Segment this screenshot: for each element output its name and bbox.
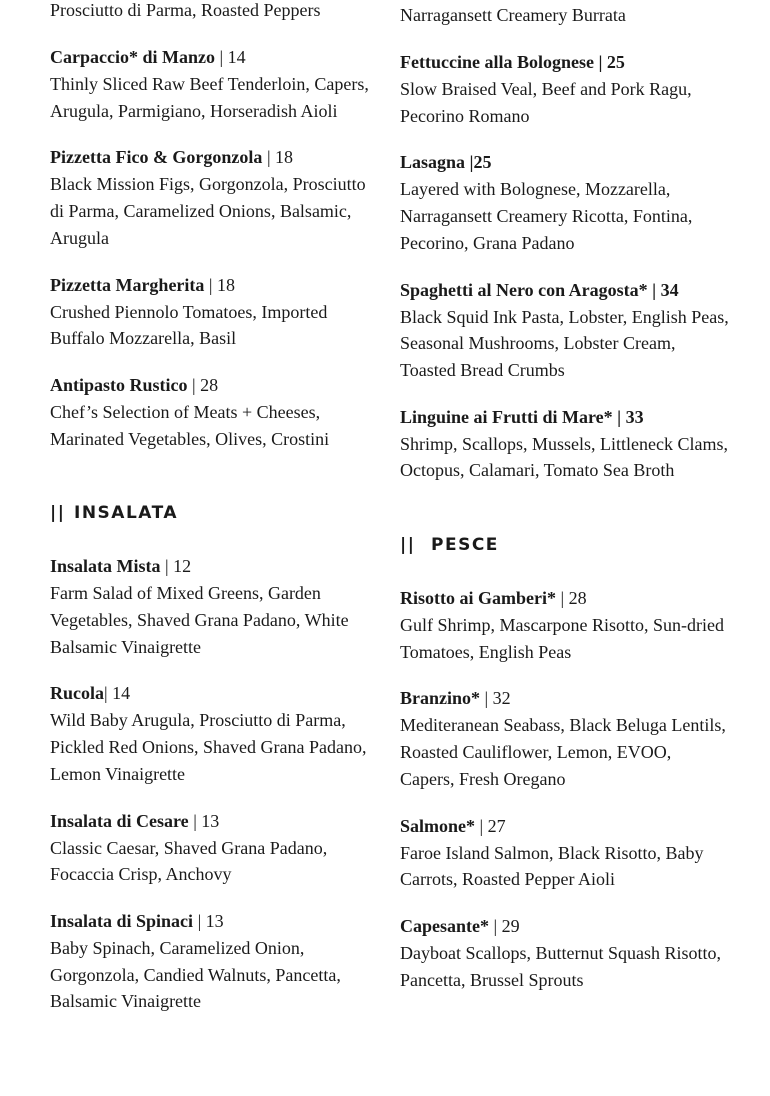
menu-item-title	[50, 44, 380, 71]
menu-item	[400, 404, 730, 484]
menu-item-title	[400, 49, 730, 76]
continued-description: Narragansett Creamery Burrata	[400, 5, 626, 25]
menu-item-description: Shrimp, Scallops, Mussels, Littleneck Clams, Octopus, Calamari, Tomato Sea Broth	[400, 433, 728, 481]
menu-item-name: Insalata di Cesare	[50, 810, 189, 831]
menu-item-name: Capesante*	[400, 915, 489, 936]
menu-item	[400, 685, 730, 792]
section-title: PESCE	[431, 535, 499, 556]
menu-item-description: Chef’s Selection of Meats + Cheeses, Marinated Vegetables, Olives, Crostini	[50, 401, 330, 449]
menu-item-title	[400, 149, 730, 176]
section-marker: ||	[400, 535, 416, 556]
menu-item-price: | 13	[193, 910, 224, 931]
menu-item-name: Salmone*	[400, 815, 476, 836]
menu-item-description: Classic Caesar, Shaved Grana Padano, Focaccia Crisp, Anchovy	[50, 837, 328, 885]
menu-item-description: Crushed Piennolo Tomatoes, Imported Buffalo Mozzarella, Basil	[50, 301, 328, 349]
menu-item	[50, 680, 380, 787]
menu-item-description: Gulf Shrimp, Mascarpone Risotto, Sun-dried Tomatoes, English Peas	[400, 615, 724, 662]
menu-item-description: Mediteranean Seabass, Black Beluga Lentils, Roasted Cauliflower, Lemon, EVOO, Capers, Fresh Oregano	[400, 715, 726, 789]
menu-item	[400, 49, 730, 129]
menu-item-name: Pizzetta Margherita	[50, 274, 205, 295]
insalata-list	[50, 553, 380, 1015]
menu-item-description: Thinly Sliced Raw Beef Tenderloin, Capers, Arugula, Parmigiano, Horseradish Aioli	[50, 74, 369, 121]
menu-item-price: | 18	[204, 274, 236, 295]
menu-item-title	[50, 908, 380, 935]
menu-item	[50, 553, 380, 660]
section-heading-pesce	[400, 533, 730, 557]
menu-item-price: | 12	[160, 556, 192, 577]
menu-item-description: Black Squid Ink Pasta, Lobster, English Peas, Seasonal Mushrooms, Lobster Cream, Toasted Bread Crumbs	[400, 306, 729, 380]
menu-item	[400, 149, 730, 256]
menu-item-description: Faroe Island Salmon, Black Risotto, Baby Carrots, Roasted Pepper Aioli	[400, 842, 704, 890]
menu-item-price: | 14	[104, 683, 131, 704]
menu-item-description: Farm Salad of Mixed Greens, Garden Vegetables, Shaved Grana Padano, White Balsamic Vinaigrette	[50, 583, 349, 657]
right-menu-column	[400, 0, 730, 993]
menu-item-price: | 29	[489, 915, 520, 936]
menu-item-name: Spaghetti al Nero con Aragosta* | 34	[400, 279, 679, 300]
menu-item-name: Pizzetta Fico & Gorgonzola	[50, 147, 263, 168]
menu-item	[50, 272, 380, 352]
menu-item-name: Insalata Mista	[50, 556, 161, 577]
menu-item-title	[50, 553, 380, 580]
section-heading-insalata	[50, 501, 380, 525]
menu-item-description: Wild Baby Arugula, Prosciutto di Parma, Pickled Red Onions, Shaved Grana Padano, Lemon Vinaigrette	[50, 710, 367, 784]
menu-item-title	[50, 372, 380, 399]
menu-item-description: Layered with Bolognese, Mozzarella, Narragansett Creamery Ricotta, Fontina, Pecorino, Grana Padano	[400, 179, 693, 253]
menu-item	[50, 372, 380, 452]
menu-item-title	[400, 277, 730, 304]
menu-item	[50, 144, 380, 251]
menu-item-price: | 28	[187, 374, 219, 395]
menu-item-name: Insalata di Spinaci	[50, 910, 194, 931]
menu-item-title	[400, 585, 730, 612]
left-menu-column	[50, 0, 380, 1015]
menu-item-title	[50, 272, 380, 299]
menu-item-price: | 27	[475, 815, 506, 836]
section-marker: ||	[50, 503, 66, 524]
menu-item-name: Lasagna |25	[400, 152, 492, 173]
antipasti-list	[50, 44, 380, 452]
menu-item-description: Baby Spinach, Caramelized Onion, Gorgonzola, Candied Walnuts, Pancetta, Balsamic Vinaigrette	[50, 937, 341, 1012]
menu-item-title	[400, 813, 730, 840]
menu-item-description: Slow Braised Veal, Beef and Pork Ragu, Pecorino Romano	[400, 79, 692, 126]
menu-item-description: Dayboat Scallops, Butternut Squash Risotto, Pancetta, Brussel Sprouts	[400, 942, 721, 990]
menu-item-price: | 13	[188, 810, 220, 831]
menu-item	[400, 277, 730, 384]
menu-item-title	[50, 808, 380, 835]
menu-item	[400, 585, 730, 665]
menu-item-description: Black Mission Figs, Gorgonzola, Prosciutto di Parma, Caramelized Onions, Balsamic, Arugula	[50, 174, 366, 248]
menu-item-name: Risotto ai Gamberi*	[400, 588, 556, 609]
menu-item-title	[400, 404, 730, 431]
pesce-list	[400, 585, 730, 993]
section-title: INSALATA	[74, 503, 179, 524]
menu-item-name: Rucola	[50, 683, 104, 704]
menu-item	[50, 44, 380, 124]
menu-item-price: | 14	[214, 47, 246, 67]
menu-item-name: Antipasto Rustico	[50, 374, 188, 395]
menu-item-price: | 18	[262, 147, 294, 168]
menu-item	[50, 808, 380, 888]
menu-item-price: | 32	[480, 688, 511, 709]
menu-item	[400, 813, 730, 893]
menu-item	[50, 908, 380, 1015]
pasta-list	[400, 49, 730, 484]
menu-item-name: Carpaccio* di Manzo	[50, 47, 215, 67]
menu-item-title	[400, 913, 730, 940]
menu-item-name: Branzino*	[400, 688, 481, 709]
menu-item-title	[400, 685, 730, 712]
menu-item-title	[50, 144, 380, 171]
menu-item-name: Fettuccine alla Bolognese | 25	[400, 52, 625, 72]
menu-item	[400, 913, 730, 993]
menu-item-title	[50, 680, 380, 707]
menu-item-name: Linguine ai Frutti di Mare* | 33	[400, 406, 644, 427]
menu-item-price: | 28	[555, 588, 587, 609]
continued-description: Prosciutto di Parma, Roasted Peppers	[50, 0, 321, 20]
